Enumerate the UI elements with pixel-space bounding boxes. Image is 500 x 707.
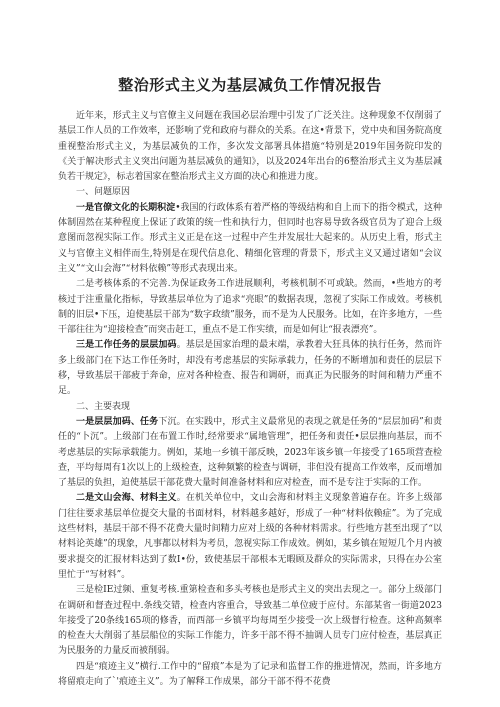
- intro-paragraph: 近年来，形式主义与官僚主义问题在我国必层治理中引发了广泛关注。这种现象不仅削弱了基层工作人员的工作效率，还影响了党和政府与群众的关系。在这•背景下，党中央和国务院高度重视整治形式主义，为基层减负的工作，多次发文部署具体措施“特别是2019年国务院印发的《关于解决形式主义突出问题为基层减负的通知》，以及2024年出台的6整治形式主义为基层减负若干规定》，标志着国家在整治形式主义方面的决心和推进力度。: [58, 111, 442, 183]
- cause-paragraph-3: [58, 338, 442, 399]
- cause-1-lead: 一是官僚文化的长期积淀: [76, 202, 176, 213]
- issue-1-text: 下沉。在实践中，形式主义最常见的表现之就是任务的“层层加码”和责任的“卜沉”。上级部门在布置工作时,经常要求“属地管理”，把任务和责任•层层推向基层，而不考虑基层的实际承载能力。例如，某地一乡镇干部反映，2023年该乡镇一年接受了165项营查检查，平均每周有1次以上的上级检查，这种频繁的检查与调研，非但没有提高工作效率，反而增加了基层的负担，迫使基层干部花费大量时间准备材料和应对检查，而不是专注于实际的工作。: [58, 416, 442, 489]
- issue-2-lead: 二是文山会海、材料主义: [76, 493, 177, 504]
- page-title: 整治形式主义为基层减负工作情况报告: [118, 76, 382, 94]
- issue-paragraph-2: [58, 491, 442, 583]
- issue-paragraph-3: 三是检IE过频、重复考核.重第检查和多头考核也是形式主义的突出去现之一。部分上级部门在调研和督查过程中.条线交错，检查内容重合，导致基二单位疲于应付。东部某省一街道2023年接受了20条线165项的修香，而西部一乡镇平均每周至少接受一次上级督行检查。这种高频率的检查大大削弱了基层船位的实际工作能力，许多干部不得不抽调人员专门应付检查，基层真正为民服务的力量反而被削弱。: [58, 585, 442, 657]
- cause-1-text: •我国的行政体系有着严格的等级结构和自上而下的指令模式，这种体制固然在某种程度上保证了政策的统一性和执行力，但同时也容易导致各级官员为了迎合上级意图而忽视实际工作。形式主义正是在这一过程中产生并发展壮大起来的。从历史上看，形式主义与官僚主义相伴而生,特别是在现代信息化、精细化管理的背景下，形式主义又通过诸如“会议主义”“文山会海”“材料依赖”等形式表现出来。: [58, 202, 442, 274]
- cause-3-lead: 三是工作任务的层层加码: [76, 340, 177, 351]
- document-body: [58, 109, 442, 690]
- issue-1-lead: 一是层层加码、任务: [76, 416, 159, 427]
- cause-paragraph-2: 二是考核体系的不完善.为保证政务工作进展顺利，考核机制不可或缺。然而，•些地方的考核过于注重量化指标，导致基层单位为了追求“亮眼”的数据表现，忽视了实际工作成效。考核机制的旧层•下压，迫使基层干部为“数字政绩”服务，而不是为人民服务。比如，在许多地方，一些干部往往为“迎接检查”而突击赶工，重点不是工作实绩，而是如何让“报表漂亮”。: [58, 279, 442, 336]
- issue-paragraph-4: 四是“痕迹主义”横行.工作中的“留痕”本是为了记录和监督工作的推进情况，然而，许多地方将留痕走向了`'痕迹主义”。为了解释工作成果，部分干部不得不花费: [58, 661, 442, 687]
- section-heading-manifestations: 二、主要表现: [76, 401, 131, 412]
- cause-3-text: 。基层是国家治理的最末端，承教着大狂具体的执行任务，然而许多上级部门在下达工作任务时，却没有考虑基层的实际承载力，任务的不断增加和责任的层层下移，导致基层干部疲于奔命，应对各种检查、报告和调研，而真正为民服务的时间和精力严重不足。: [58, 340, 442, 397]
- issue-paragraph-1: [58, 415, 442, 491]
- section-heading-causes: 一、问题原因: [76, 187, 131, 198]
- cause-paragraph-1: [58, 201, 442, 277]
- issue-2-text: 。在机关单位中，文山会海和材料主义现象普遍存在。许多上级部门往往要求基层单位提交大量的书面材料，材料越多越好，形成了一种“材料依赖症”。为了完成这些材料，基层干部不得不花费大量时间精力应对上级的各种材料需求。行些地方甚至出现了“以材料论英雄”的现象，凡事都以材料为考员，忽视实际工作成效。例如，某乡镇在短短几个月内被要求提交的汇报材料达到了数Ⅰ•份，致使基层干部根本无暇顾及群众的实际需求，只得在办公室里忙于“写材料”。: [58, 493, 442, 580]
